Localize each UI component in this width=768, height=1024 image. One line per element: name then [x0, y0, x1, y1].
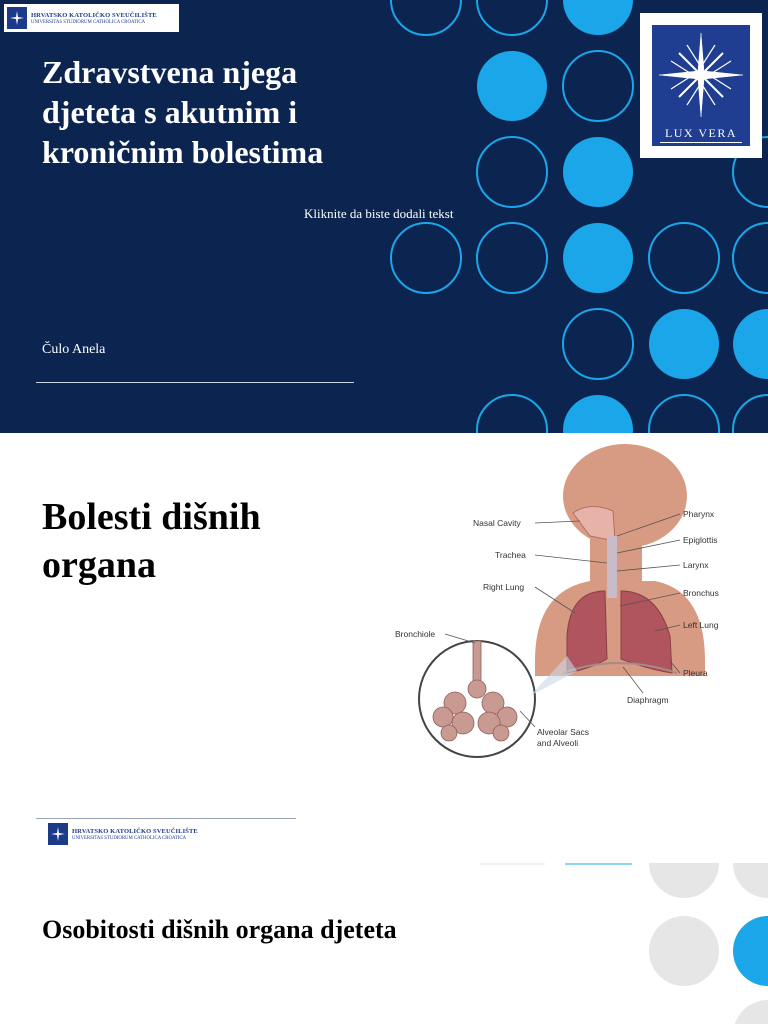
circle-filled [563, 223, 633, 293]
circle-outline [733, 223, 768, 293]
features-slide [0, 863, 768, 1024]
logo-line2: UNIVERSITAS STUDIORUM CATHOLICA CROATICA [72, 835, 187, 841]
respiratory-system-diagram [385, 441, 765, 771]
circle-outline [477, 0, 547, 35]
circle-gray [649, 863, 719, 898]
torso-shape [535, 581, 705, 676]
circle-filled [563, 395, 633, 433]
university-logo [48, 820, 228, 848]
circle-outline [649, 223, 719, 293]
circle-gray [733, 1000, 768, 1024]
circle-filled [563, 137, 633, 207]
circle-filled [649, 309, 719, 379]
circle-filled [733, 916, 768, 986]
label-alveolar-sacs: Alveolar Sacs [537, 727, 589, 737]
circle-filled [563, 0, 633, 35]
lux-vera-logo [640, 13, 762, 158]
logo-line1: HRVATSKO KATOLIČKO SVEUČILIŠTE [72, 827, 198, 835]
trachea-shape [607, 536, 617, 598]
label-bronchiole: Bronchiole [395, 629, 436, 639]
label-alveoli: and Alveoli [537, 738, 579, 748]
subtitle-placeholder[interactable]: Kliknite da biste dodali tekst [304, 206, 454, 221]
university-emblem-icon [7, 7, 27, 29]
label-pleura: Pleura [683, 668, 708, 678]
circle-gray [649, 916, 719, 986]
author-name: Čulo Anela [42, 342, 106, 357]
university-logo [4, 4, 179, 32]
circle-outline [563, 309, 633, 379]
label-nasal-cavity: Nasal Cavity [473, 518, 521, 528]
circle-outline [477, 137, 547, 207]
slide-title: Bolesti dišnih organa [42, 496, 261, 586]
circle-outline [477, 223, 547, 293]
star-cross-icon [652, 25, 750, 125]
divider [36, 818, 296, 819]
lux-vera-text: LUX VERA [664, 126, 738, 140]
circle-outline [391, 0, 461, 35]
lux-vera-rule [660, 142, 742, 143]
circle-outline [391, 223, 461, 293]
respiratory-slide [0, 433, 768, 863]
slide-title: Zdravstvena njega djeteta s akutnim i kroničnim bolestima [42, 54, 324, 170]
label-bronchus: Bronchus [683, 588, 719, 598]
label-larynx: Larynx [683, 560, 709, 570]
label-pharynx: Pharynx [683, 509, 715, 519]
circle-outline [649, 395, 719, 433]
slide-title: Osobitosti dišnih organa djeteta [42, 915, 397, 944]
label-right-lung: Right Lung [483, 582, 525, 592]
label-epiglottis: Epiglottis [683, 535, 718, 545]
label-left-lung: Left Lung [683, 620, 719, 630]
circle-filled [477, 51, 547, 121]
university-emblem-icon [48, 823, 68, 845]
circle-gray [733, 863, 768, 898]
label-trachea: Trachea [495, 550, 526, 560]
logo-line2: UNIVERSITAS STUDIORUM CATHOLICA CROATICA [31, 19, 146, 25]
circle-outline [733, 395, 768, 433]
circle-outline [563, 51, 633, 121]
title-slide [0, 0, 768, 433]
circle-filled [733, 309, 768, 379]
logo-line1: HRVATSKO KATOLIČKO SVEUČILIŠTE [31, 11, 157, 19]
circle-outline [477, 395, 547, 433]
label-diaphragm: Diaphragm [627, 695, 669, 705]
divider [36, 382, 354, 383]
